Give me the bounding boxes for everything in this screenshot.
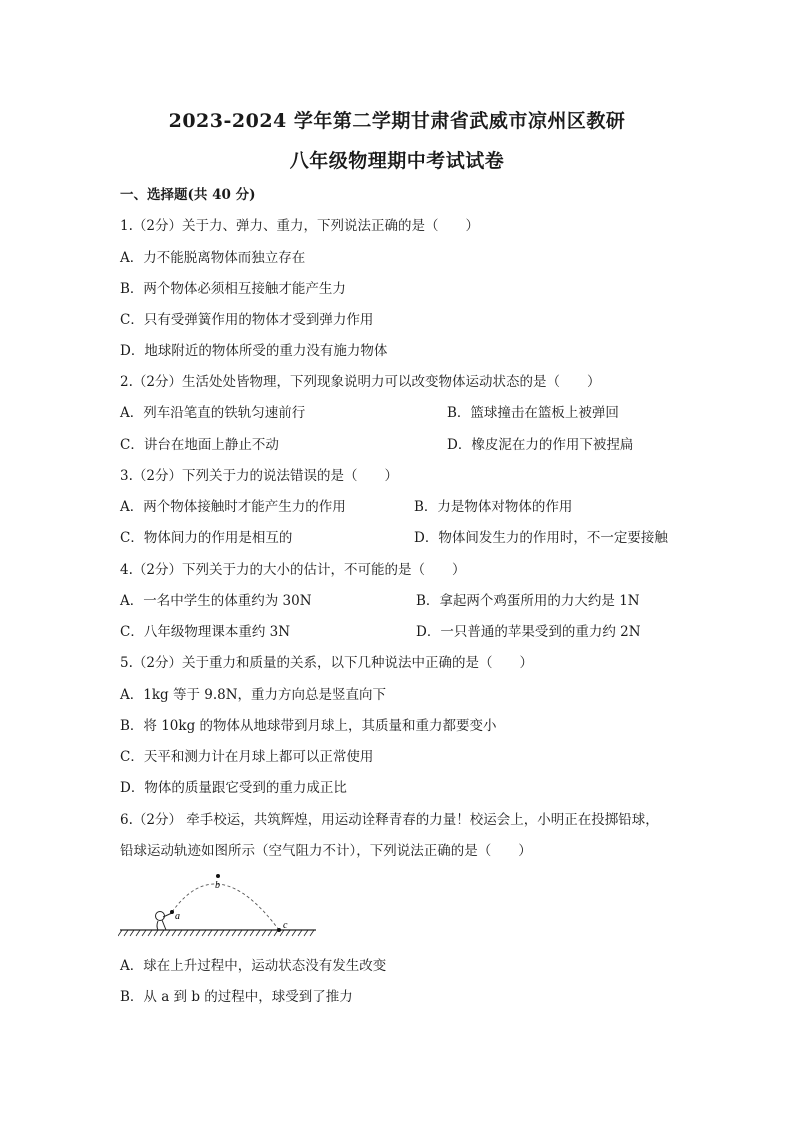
- trajectory-path: [172, 884, 279, 930]
- question-4-option-c: C．八年级物理课本重约 3N: [120, 624, 291, 640]
- question-1-option-c: C．只有受弹簧作用的物体才受到弹力作用: [120, 312, 374, 328]
- question-2-stem: 2.（2分）生活处处皆物理，下列现象说明力可以改变物体运动状态的是（ ）: [120, 374, 601, 390]
- question-4-option-d: D．一只普通的苹果受到的重力约 2N: [416, 624, 641, 640]
- question-1-option-a: A．力不能脱离物体而独立存在: [120, 250, 306, 266]
- point-c: [277, 928, 281, 932]
- question-5-option-c: C．天平和测力计在月球上都可以正常使用: [120, 749, 374, 765]
- section-heading: 一、选择题(共 40 分): [120, 187, 256, 203]
- question-4-option-b: B．拿起两个鸡蛋所用的力大约是 1N: [416, 593, 640, 609]
- question-3-option-d: D．物体间发生力的作用时，不一定要接触: [414, 530, 668, 546]
- question-6-stem-line2: 铅球运动轨迹如图所示（空气阻力不计），下列说法正确的是（ ）: [120, 843, 532, 859]
- question-2-option-a: A．列车沿笔直的铁轨匀速前行: [120, 405, 306, 421]
- question-6-option-a: A．球在上升过程中，运动状态没有发生改变: [120, 958, 387, 974]
- question-5-option-b: B．将 10kg 的物体从地球带到月球上，其质量和重力都要变小: [120, 718, 497, 734]
- question-5-option-d: D．物体的质量跟它受到的重力成正比: [120, 780, 347, 796]
- shot-put-trajectory-figure: [118, 870, 318, 940]
- question-1-option-d: D．地球附近的物体所受的重力没有施力物体: [120, 343, 388, 359]
- question-3-stem: 3.（2分）下列关于力的说法错误的是（ ）: [120, 468, 398, 484]
- question-3-option-a: A．两个物体接触时才能产生力的作用: [120, 499, 346, 515]
- question-5-option-a: A．1kg 等于 9.8N，重力方向总是竖直向下: [120, 687, 387, 703]
- question-6-option-b: B．从 a 到 b 的过程中，球受到了推力: [120, 989, 353, 1005]
- question-4-stem: 4.（2分）下列关于力的大小的估计，不可能的是（ ）: [120, 562, 466, 578]
- point-b: [216, 874, 220, 878]
- exam-title-line2: 八年级物理期中考试试卷: [289, 150, 505, 172]
- point-a: [170, 910, 174, 914]
- question-4-option-a: A．一名中学生的体重约为 30N: [120, 593, 312, 609]
- thrower-figure: [156, 912, 173, 931]
- question-5-stem: 5.（2分）关于重力和质量的关系，以下几种说法中正确的是（ ）: [120, 655, 533, 671]
- label-a: a: [175, 911, 180, 922]
- question-2-option-c: C．讲台在地面上静止不动: [120, 437, 279, 453]
- question-1-stem: 1.（2分）关于力、弹力、重力，下列说法正确的是（ ）: [120, 218, 479, 234]
- label-c: c: [283, 920, 288, 931]
- question-1-option-b: B．两个物体必须相互接触才能产生力: [120, 281, 346, 297]
- question-3-option-b: B．力是物体对物体的作用: [414, 499, 573, 515]
- exam-title-line1: 2023-2024 学年第二学期甘肃省武威市凉州区教研: [168, 110, 626, 132]
- question-6-stem-line1: 6.（2分） 牵手校运，共筑辉煌，用运动诠释青春的力量！校运会上，小明正在投掷铅球，: [120, 812, 659, 828]
- question-3-option-c: C．物体间力的作用是相互的: [120, 530, 293, 546]
- label-b: b: [215, 880, 220, 891]
- question-2-option-b: B．篮球撞击在篮板上被弹回: [447, 405, 619, 421]
- question-2-option-d: D．橡皮泥在力的作用下被捏扁: [447, 437, 634, 453]
